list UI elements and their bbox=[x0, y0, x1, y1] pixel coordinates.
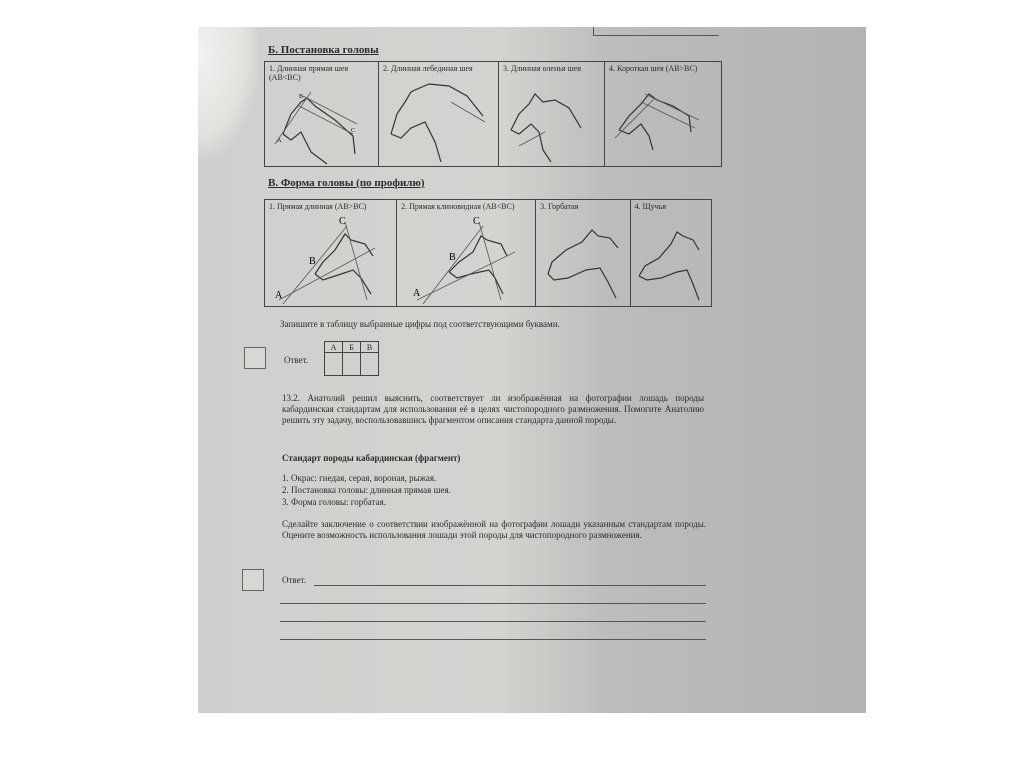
letter-a: А bbox=[277, 138, 282, 144]
head-label-4: 4. Щучья bbox=[634, 202, 667, 211]
horse-head-straight-long-illustration bbox=[265, 200, 397, 306]
neck-label-3: 3. Длинная оленья шея bbox=[503, 64, 581, 73]
head-label-1: 1. Прямая длинная (АВ>ВС) bbox=[269, 202, 367, 211]
section-v-title: В. Форма головы (по профилю) bbox=[268, 177, 425, 189]
answer-cell-b[interactable] bbox=[343, 353, 361, 376]
conclusion-text: Сделайте заключение о соответствии изображённой на фотографии лошади указанным стандартам породы. Оцените возможность использования лошади этой породы для чистопородного размножения. bbox=[282, 519, 706, 540]
task-intro: 13.2. Анатолий решил выяснить, соответствует ли изображённая на фотографии лошадь породы кабардинская стандартам для использования её в целях чистопородного размножения. Помогите Анатолию решить эту задачу, воспользовавшись фрагментом описания стандарта данной породы. bbox=[282, 393, 704, 425]
neck-label-1: 1. Длинная прямая шея (АВ<ВС) bbox=[269, 64, 349, 82]
letter-a-head: А bbox=[275, 290, 283, 301]
horse-neck-straight-illustration bbox=[265, 62, 378, 166]
answer-header-v: В bbox=[361, 342, 379, 353]
worksheet-photo bbox=[198, 27, 866, 713]
instruction-text: Запишите в таблицу выбранные цифры под соответствующими буквами. bbox=[280, 319, 560, 329]
answer-line-3[interactable] bbox=[280, 621, 706, 622]
neck-cell-4 bbox=[605, 62, 720, 166]
letter-b-head: В bbox=[309, 256, 316, 267]
letter-c: С bbox=[351, 128, 356, 134]
head-cell-1 bbox=[265, 200, 397, 306]
answer-label-1: Ответ. bbox=[284, 355, 309, 365]
standard-title: Стандарт породы кабардинская (фрагмент) bbox=[282, 453, 461, 463]
section-v-grid bbox=[264, 199, 712, 307]
answer-cell-v[interactable] bbox=[361, 353, 379, 376]
paper-edge bbox=[593, 27, 719, 36]
neck-label-2: 2. Длинная лебединая шея bbox=[383, 64, 473, 73]
letter-b-head-2: В bbox=[449, 252, 456, 263]
neck-cell-2 bbox=[379, 62, 499, 166]
horse-head-roman-illustration bbox=[536, 200, 630, 306]
answer-table bbox=[324, 341, 379, 376]
paper-shadow bbox=[198, 27, 258, 157]
neck-cell-1 bbox=[265, 62, 379, 166]
score-box-1 bbox=[244, 347, 266, 369]
standard-item-1: 1. Окрас: гнедая, серая, вороная, рыжая. bbox=[282, 473, 437, 483]
standard-item-3: 3. Форма головы: горбатая. bbox=[282, 497, 386, 507]
letter-c-head: С bbox=[339, 216, 346, 227]
section-b-grid bbox=[264, 61, 722, 167]
answer-header-a: А bbox=[325, 342, 343, 353]
answer-cell-a[interactable] bbox=[325, 353, 343, 376]
head-label-2: 2. Прямая клиновидная (АВ<ВС) bbox=[401, 202, 515, 211]
head-cell-2 bbox=[397, 200, 536, 306]
horse-neck-deer-illustration bbox=[499, 62, 604, 166]
answer-line-2[interactable] bbox=[280, 603, 706, 604]
letter-c-head-2: С bbox=[473, 216, 480, 227]
neck-cell-3 bbox=[499, 62, 605, 166]
horse-head-wedge-illustration bbox=[397, 200, 536, 306]
score-box-2 bbox=[242, 569, 264, 591]
horse-neck-swan-illustration bbox=[379, 62, 498, 166]
neck-label-4: 4. Короткая шея (АВ>ВС) bbox=[609, 64, 698, 73]
head-cell-3 bbox=[536, 200, 630, 306]
answer-header-b: Б bbox=[343, 342, 361, 353]
letter-b: В bbox=[299, 94, 304, 100]
answer-label-2: Ответ. bbox=[282, 575, 307, 585]
answer-line-4[interactable] bbox=[280, 639, 706, 640]
head-cell-4 bbox=[631, 200, 711, 306]
section-b-title: Б. Постановка головы bbox=[268, 44, 379, 56]
answer-line-1[interactable] bbox=[314, 585, 706, 586]
head-label-3: 3. Горбатая bbox=[540, 202, 579, 211]
standard-item-2: 2. Постановка головы: длинная прямая шея. bbox=[282, 485, 451, 495]
horse-neck-short-illustration bbox=[605, 62, 720, 166]
horse-head-dished-illustration bbox=[631, 200, 712, 306]
letter-a-head-2: А bbox=[413, 288, 421, 299]
